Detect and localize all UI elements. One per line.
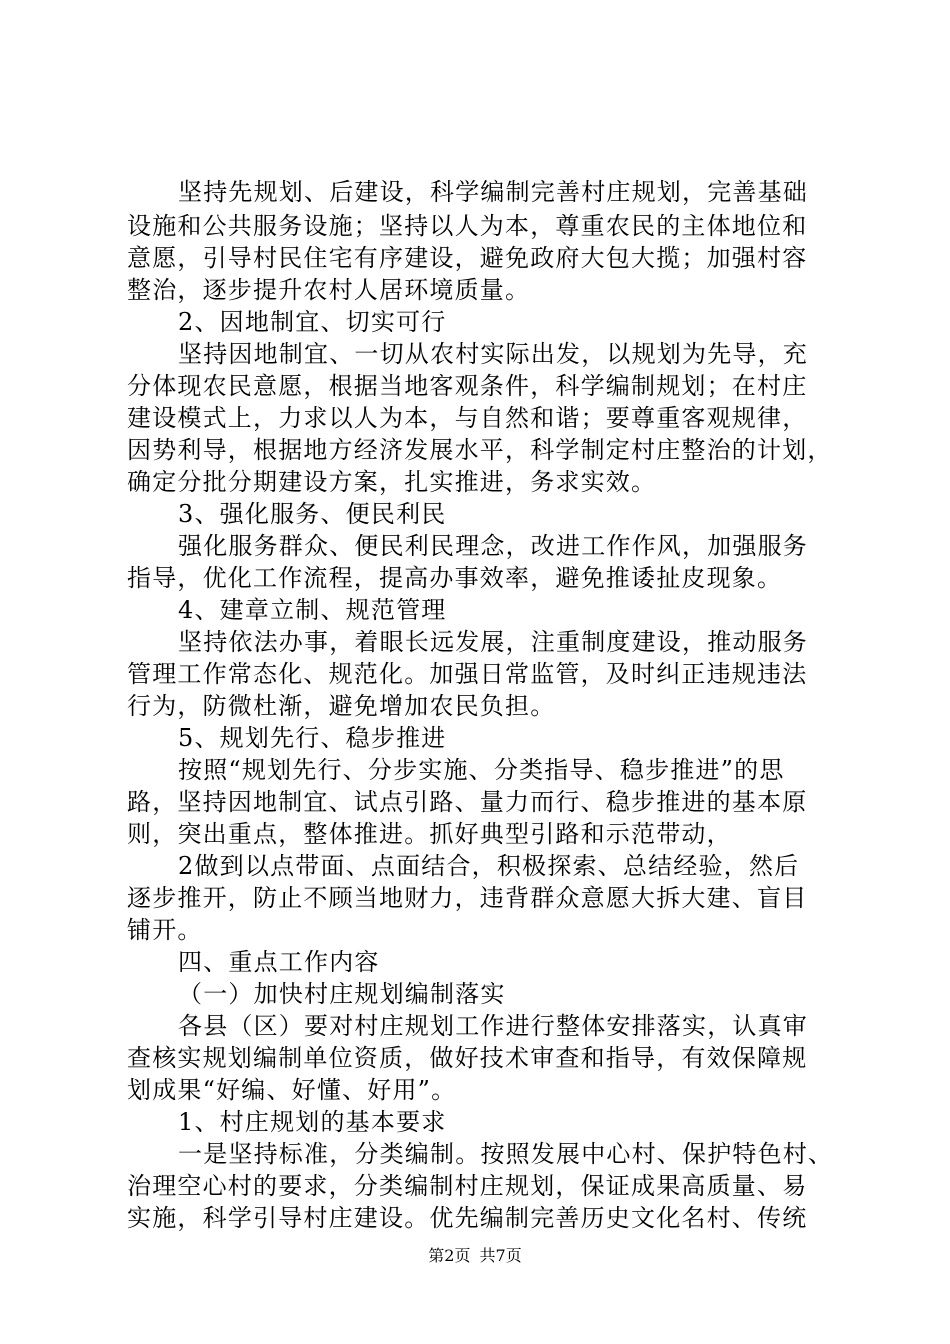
page-total: 共7页 (479, 1246, 522, 1265)
section-heading: 4、建章立制、规范管理 (178, 596, 447, 624)
text-line: 指导，优化工作流程，提高办事效率，避免推诿扯皮现象。 (127, 564, 783, 592)
text-line: 查核实规划编制单位资质，做好技术审查和指导，有效保障规 (127, 1044, 808, 1072)
section-heading: 3、强化服务、便民利民 (178, 500, 447, 528)
text-line: 整治，逐步提升农村人居环境质量。 (127, 276, 531, 304)
text-line: 实施，科学引导村庄建设。优先编制完善历史文化名村、传统 (127, 1204, 808, 1232)
text-line: 一是坚持标准，分类编制。按照发展中心村、保护特色村、 (178, 1140, 834, 1168)
page-footer (0, 1246, 950, 1266)
page-number: 第2页 (428, 1246, 471, 1265)
text-line: 治理空心村的要求，分类编制村庄规划，保证成果高质量、易 (127, 1172, 808, 1200)
text-line: 逐步推开，防止不顾当地财力，违背群众意愿大拆大建、盲目 (127, 884, 808, 912)
text-line: 2做到以点带面、点面结合，积极探索、总结经验，然后 (178, 852, 800, 880)
text-line: 行为，防微杜渐，避免增加农民负担。 (127, 692, 556, 720)
text-line: 确定分批分期建设方案，扎实推进，务求实效。 (127, 468, 657, 496)
text-line: 坚持先规划、后建设，科学编制完善村庄规划，完善基础 (178, 178, 808, 206)
text-line: 划成果“好编、好懂、好用”。 (127, 1076, 457, 1104)
text-line: 按照“规划先行、分步实施、分类指导、稳步推进”的思 (178, 756, 785, 784)
text-line: 强化服务群众、便民利民理念，改进工作作风，加强服务 (178, 532, 808, 560)
text-line: 意愿，引导村民住宅有序建设，避免政府大包大揽；加强村容 (127, 244, 808, 272)
text-line: 建设模式上，力求以人为本，与自然和谐；要尊重客观规律， (127, 404, 808, 432)
text-line: 各县（区）要对村庄规划工作进行整体安排落实，认真审 (178, 1012, 808, 1040)
subsection-heading: （一）加快村庄规划编制落实 (178, 980, 506, 1008)
text-line: 铺开。 (127, 916, 203, 944)
text-line: 管理工作常态化、规范化。加强日常监管，及时纠正违规违法 (127, 660, 808, 688)
section-heading: 1、村庄规划的基本要求 (178, 1108, 447, 1136)
section-heading: 5、规划先行、稳步推进 (178, 724, 447, 752)
text-line: 坚持依法办事，着眼长远发展，注重制度建设，推动服务 (178, 628, 808, 656)
text-line: 路，坚持因地制宜、试点引路、量力而行、稳步推进的基本原 (127, 788, 808, 816)
text-line: 则，突出重点，整体推进。抓好典型引路和示范带动， (127, 820, 732, 848)
section-heading: 2、因地制宜、切实可行 (178, 308, 447, 336)
section-heading: 四、重点工作内容 (178, 948, 380, 976)
text-line: 分体现农民意愿，根据当地客观条件，科学编制规划；在村庄 (127, 372, 808, 400)
text-line: 设施和公共服务设施；坚持以人为本，尊重农民的主体地位和 (127, 212, 808, 240)
text-line: 因势利导，根据地方经济发展水平，科学制定村庄整治的计划， (127, 436, 833, 464)
text-line: 坚持因地制宜、一切从农村实际出发，以规划为先导，充 (178, 340, 808, 368)
